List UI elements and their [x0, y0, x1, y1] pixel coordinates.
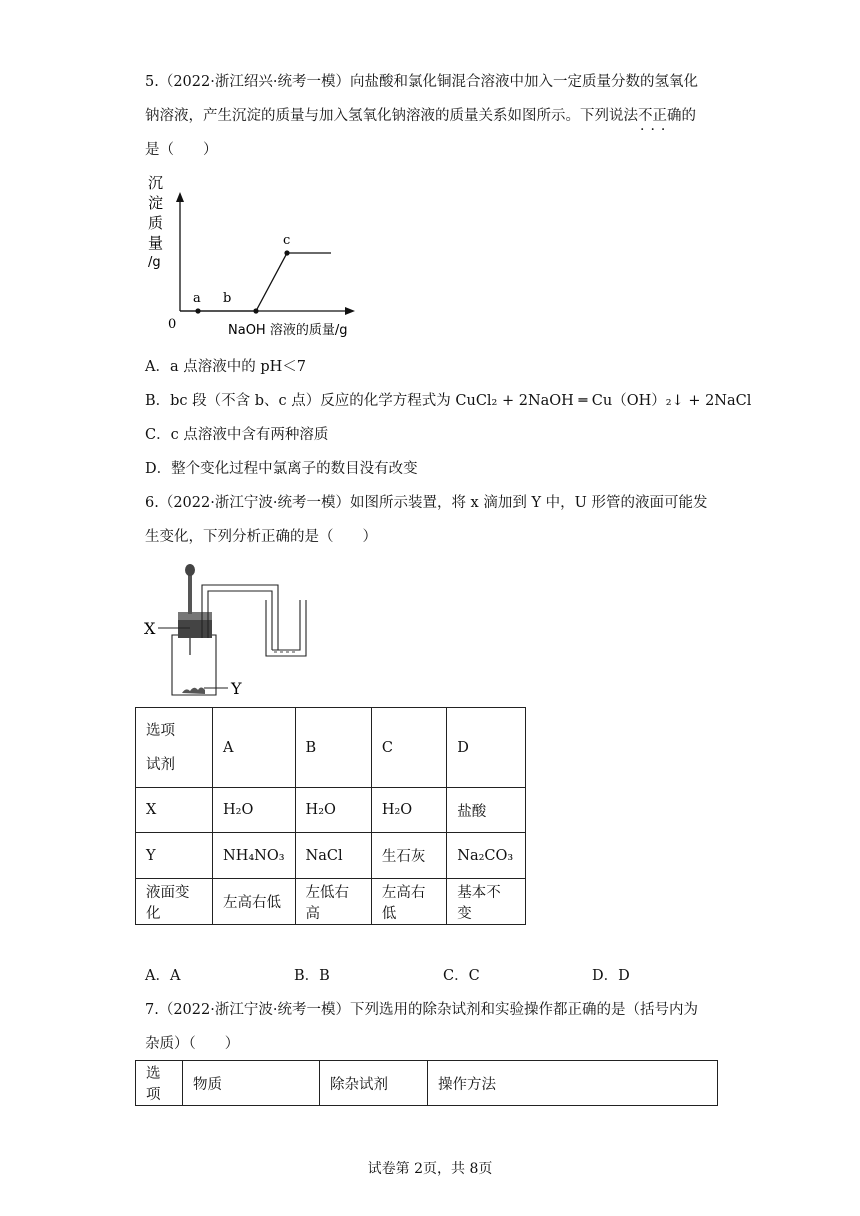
q6-reagent-table: [135, 707, 526, 925]
stopper: [178, 620, 212, 638]
table-cell: 左高右低: [371, 879, 446, 925]
emphasis-not-correct: 不正确 ···: [638, 108, 682, 124]
q5-option-d: D．整个变化过程中氯离子的数目没有改变: [145, 461, 418, 477]
q6-stem-line2: 生变化，下列分析正确的是（ ）: [145, 529, 377, 545]
precipitate-mass-graph: [138, 168, 378, 343]
header-reagent-label: 试剂: [146, 756, 175, 773]
q7-stem-line2: 杂质）（ ）: [145, 1036, 240, 1052]
col-header: D: [447, 708, 526, 788]
q7-stem-line1: 7.（2022·浙江宁波·统考一模）下列选用的除杂试剂和实验操作都正确的是（括号内为: [145, 1002, 698, 1018]
table-cell: 盐酸: [447, 788, 526, 833]
q5-stem-line2-text: 钠溶液，产生沉淀的质量与加入氢氧化钠溶液的质量关系如图所示。下列说法: [145, 108, 638, 124]
label-y: Y: [231, 679, 242, 698]
q6-stem-line1: 6.（2022·浙江宁波·统考一模）如图所示装置，将 x 滴加到 Y 中，U 形管的液面可能发: [145, 495, 708, 511]
point-a-label: a: [193, 291, 201, 306]
col-header: C: [371, 708, 446, 788]
stopper-top: [178, 612, 212, 620]
q5-stem-line2: [145, 106, 696, 126]
table-row: [136, 1061, 718, 1106]
label-x: X: [144, 619, 156, 638]
table-cell: Na₂CO₃: [447, 833, 526, 879]
table-cell: 基本不变: [447, 879, 526, 925]
col-header: 操作方法: [428, 1061, 718, 1106]
solid-y: [182, 688, 205, 695]
q5-option-b: B．bc 段（不含 b、c 点）反应的化学方程式为 CuCl₂ + 2NaOH ═ Cu（OH）₂↓ + 2NaCl: [145, 393, 752, 409]
table-cell: NH₄NO₃: [213, 833, 296, 879]
q5-stem-line3: 是（ ）: [145, 142, 218, 158]
table-corner-cell: [136, 708, 213, 788]
q5-stem-line1: 5.（2022·浙江绍兴·统考一模）向盐酸和氯化铜混合溶液中加入一定质量分数的氢氧化: [145, 74, 698, 90]
table-row: [136, 833, 526, 879]
q5-option-a: A．a 点溶液中的 pH＜7: [145, 359, 306, 375]
q6-option-a: A．A: [145, 968, 181, 984]
col-header: 除杂试剂: [320, 1061, 428, 1106]
flask: [172, 635, 216, 695]
q6-option-b: B．B: [294, 968, 330, 984]
point-a: [195, 308, 200, 313]
point-c: [284, 250, 289, 255]
row-label: 液面变化: [136, 879, 213, 925]
y-axis-arrow: [176, 192, 184, 202]
table-cell: 左低右高: [295, 879, 371, 925]
u-tube-apparatus: [138, 560, 338, 700]
q5-stem-line2-end: 的: [681, 108, 696, 124]
col-header: 选项: [136, 1061, 183, 1106]
table-cell: H₂O: [213, 788, 296, 833]
point-b: [253, 308, 258, 313]
table-cell: 生石灰: [371, 833, 446, 879]
table-cell: 左高右低: [213, 879, 296, 925]
point-b-label: b: [223, 291, 232, 306]
table-cell: H₂O: [295, 788, 371, 833]
col-header: A: [213, 708, 296, 788]
col-header: 物质: [183, 1061, 320, 1106]
y-label-char: 质: [148, 214, 164, 232]
dropper-bulb: [185, 564, 195, 576]
delivery-tube: [202, 585, 278, 650]
precipitate-curve: [180, 253, 331, 311]
y-label-char: 淀: [148, 194, 164, 212]
dropper: [188, 574, 192, 614]
q7-purification-table: [135, 1060, 718, 1106]
x-axis-arrow: [345, 307, 355, 315]
table-row: [136, 879, 526, 925]
origin-label: 0: [168, 317, 177, 332]
header-option-label: 选项: [146, 722, 175, 739]
table-row: [136, 708, 526, 788]
q6-option-d: D．D: [592, 968, 630, 984]
y-label-char: 沉: [148, 174, 164, 192]
table-cell: H₂O: [371, 788, 446, 833]
point-c-label: c: [283, 233, 291, 248]
q5-option-c: C．c 点溶液中含有两种溶质: [145, 427, 329, 443]
q6-option-c: C．C: [443, 968, 480, 984]
table-row: [136, 788, 526, 833]
col-header: B: [295, 708, 371, 788]
x-axis-label: NaOH 溶液的质量/g: [228, 323, 348, 338]
y-label-char: 量: [148, 234, 164, 252]
row-label: X: [136, 788, 213, 833]
row-label: Y: [136, 833, 213, 879]
y-label-char: /g: [148, 255, 161, 270]
table-cell: NaCl: [295, 833, 371, 879]
page-footer: 试卷第 2页，共 8页: [367, 1161, 493, 1177]
